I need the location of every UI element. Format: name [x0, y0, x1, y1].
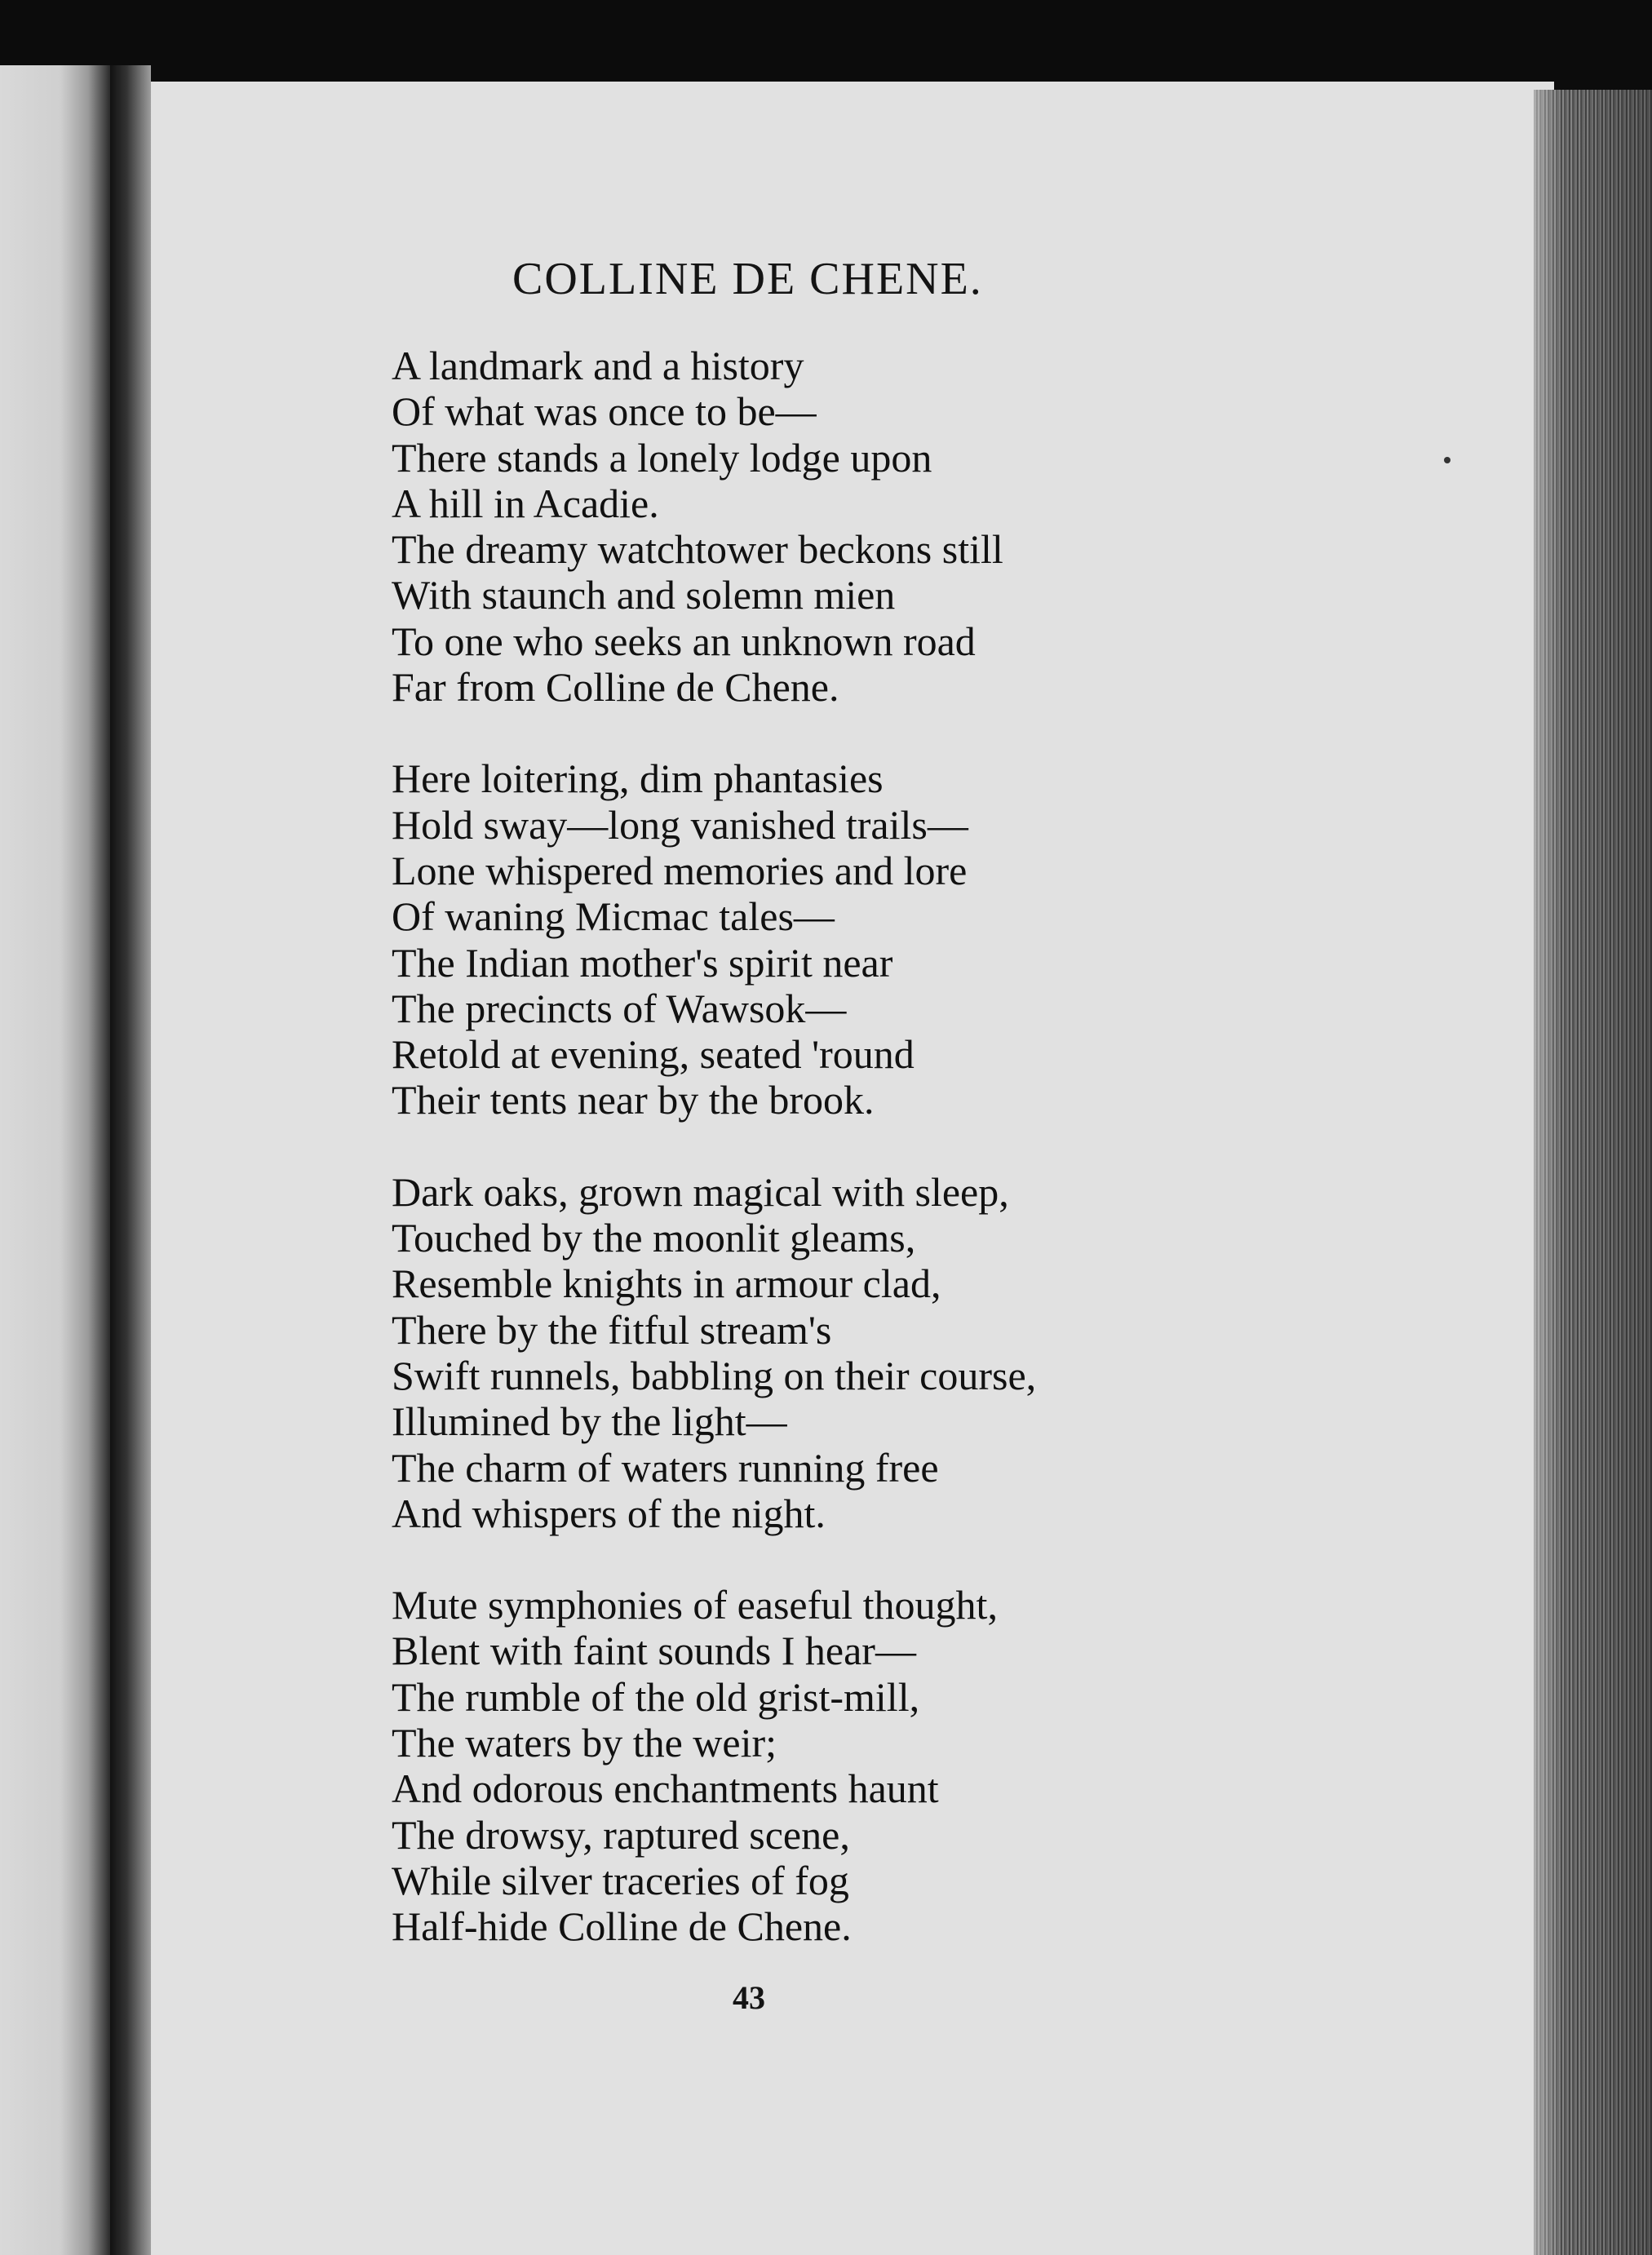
book-fore-edge	[1534, 90, 1652, 2255]
poem-line: The precincts of Wawsok—	[392, 985, 847, 1031]
poem-line: Resemble knights in armour clad,	[392, 1260, 941, 1307]
poem-line: And odorous enchantments haunt	[392, 1765, 939, 1812]
poem-body	[392, 343, 1207, 1996]
poem-line: Retold at evening, seated 'round	[392, 1031, 915, 1078]
poem-line: A landmark and a history	[392, 343, 804, 388]
poem-line: The Indian mother's spirit near	[392, 939, 893, 986]
poem-title: COLLINE DE CHENE.	[512, 254, 983, 304]
poem-line: Far from Colline de Chene.	[392, 664, 839, 711]
poem-line: Their tents near by the brook.	[392, 1077, 875, 1123]
poem-line: The charm of waters running free	[392, 1444, 939, 1491]
poem-line: The drowsy, raptured scene,	[392, 1811, 850, 1858]
paper-speck	[1444, 457, 1450, 463]
poem-line: Dark oaks, grown magical with sleep,	[392, 1168, 1009, 1215]
poem-line: Half-hide Colline de Chene.	[392, 1903, 852, 1950]
poem-line: There by the fitful stream's	[392, 1306, 832, 1353]
poem-line: Hold sway—long vanished trails—	[392, 801, 968, 848]
poem-line: And whispers of the night.	[392, 1490, 826, 1536]
stanza-3	[392, 1169, 1207, 1536]
poem-line: The dreamy watchtower beckons still	[392, 526, 1003, 573]
facing-page-edge	[0, 65, 110, 2255]
poem-line: Touched by the moonlit gleams,	[392, 1215, 916, 1261]
poem-line: Swift runnels, babbling on their course,	[392, 1352, 1037, 1398]
poem-line: There stands a lonely lodge upon	[392, 434, 932, 481]
poem-line: Of waning Micmac tales—	[392, 893, 835, 940]
poem-line: A hill in Acadie.	[392, 480, 659, 526]
poem-line: The waters by the weir;	[392, 1720, 777, 1766]
stanza-4	[392, 1582, 1207, 1949]
poem-line: Here loitering, dim phantasies	[392, 755, 884, 802]
poem-line: Of what was once to be—	[392, 388, 817, 435]
poem-line: Blent with faint sounds I hear—	[392, 1628, 916, 1674]
poem-line: Lone whispered memories and lore	[392, 847, 968, 893]
poem-line: With staunch and solemn mien	[392, 572, 896, 618]
stanza-2	[392, 755, 1207, 1123]
poem-line: The rumble of the old grist-mill,	[392, 1673, 920, 1720]
poem-line: Illumined by the light—	[392, 1398, 787, 1445]
poem-line: Mute symphonies of easeful thought,	[392, 1582, 998, 1628]
book-gutter	[110, 65, 151, 2255]
poem-line: While silver traceries of fog	[392, 1857, 849, 1903]
page-number: 43	[733, 1979, 765, 2016]
stanza-1	[392, 343, 1207, 710]
poem-line: To one who seeks an unknown road	[392, 618, 976, 664]
